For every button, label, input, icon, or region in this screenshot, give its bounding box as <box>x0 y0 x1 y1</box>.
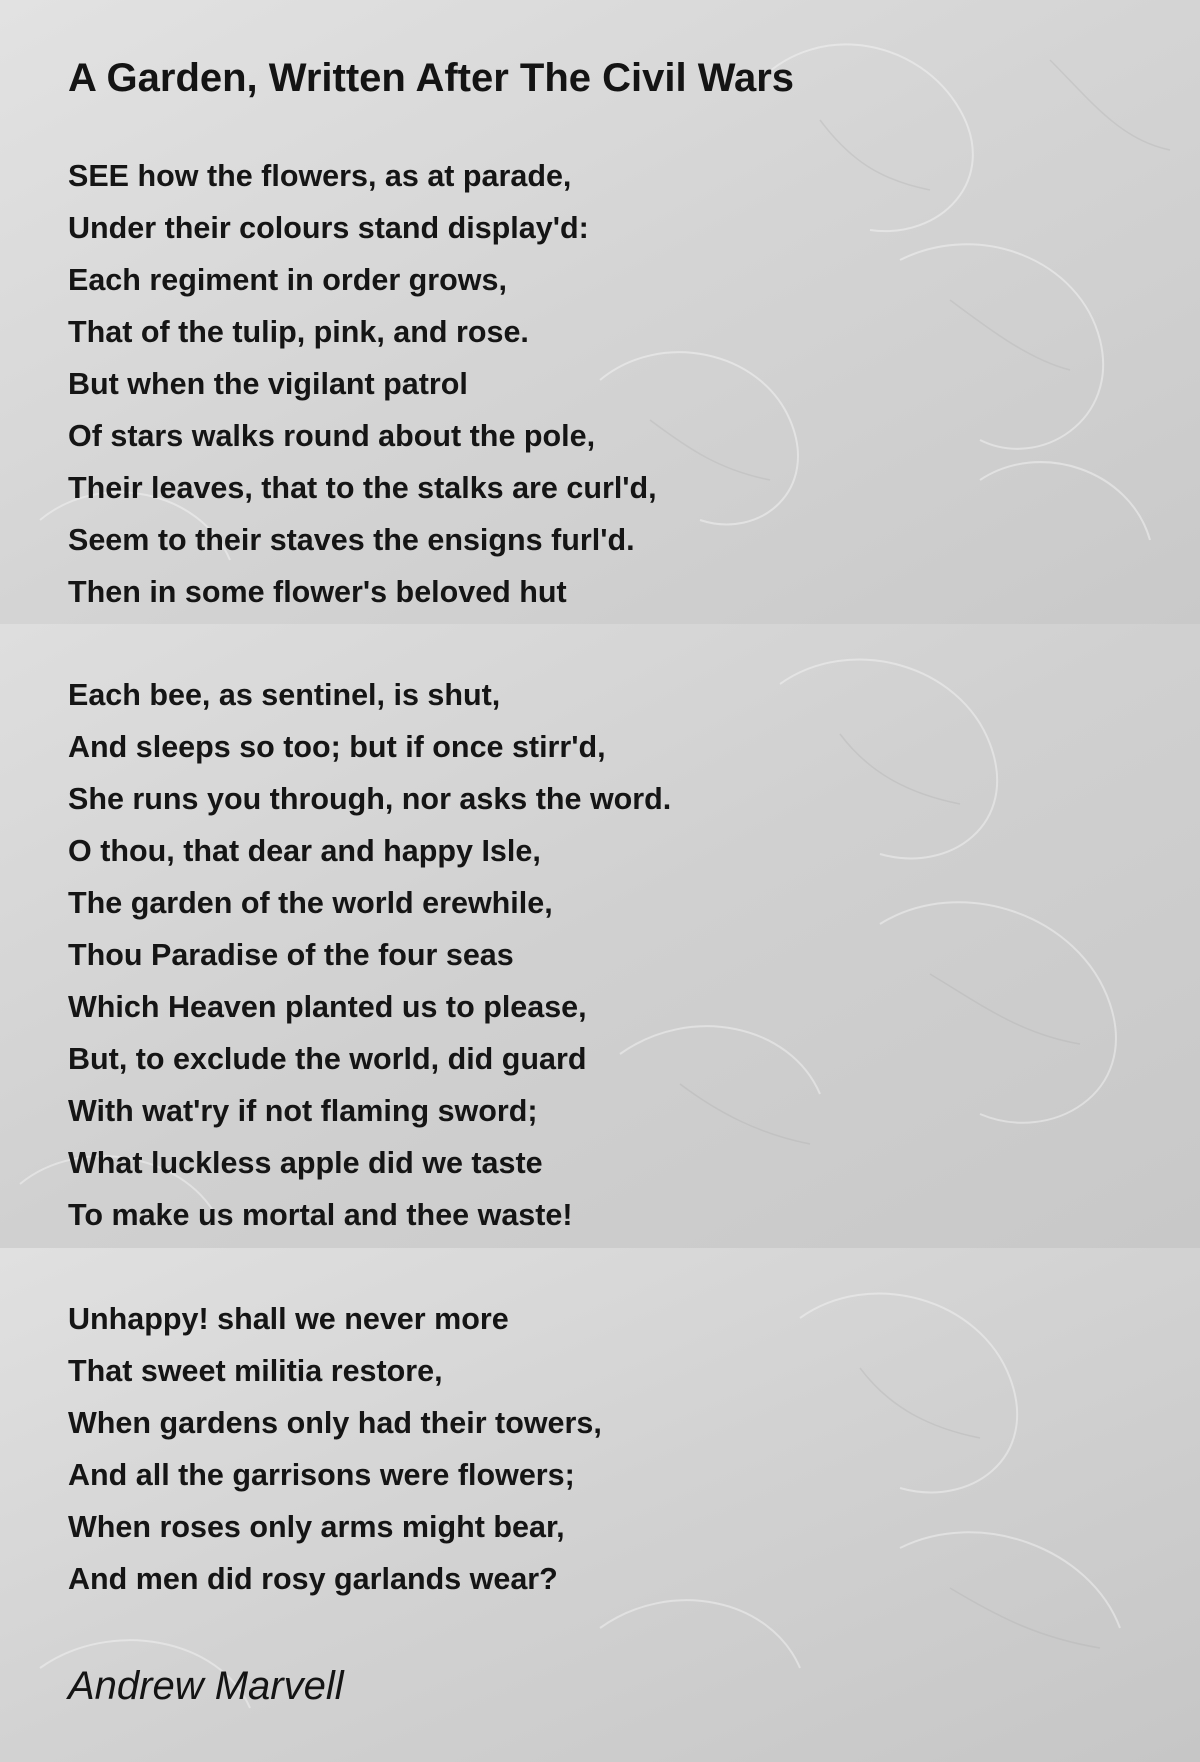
poem-line: SEE how the flowers, as at parade, <box>68 159 572 193</box>
poem-line: That of the tulip, pink, and rose. <box>68 315 529 349</box>
poem-line: And sleeps so too; but if once stirr'd, <box>68 730 606 764</box>
poem-line: But, to exclude the world, did guard <box>68 1042 587 1076</box>
stanza-1 <box>68 150 657 618</box>
poem-line: When roses only arms might bear, <box>68 1510 565 1544</box>
stanza-3 <box>68 1293 602 1605</box>
poem-line: The garden of the world erewhile, <box>68 886 553 920</box>
poem-line: To make us mortal and thee waste! <box>68 1198 573 1232</box>
poem-line: And all the garrisons were flowers; <box>68 1458 575 1492</box>
stanza-2 <box>68 669 671 1241</box>
poem-line: She runs you through, nor asks the word. <box>68 782 672 816</box>
poem-line: Then in some flower's beloved hut <box>68 575 567 609</box>
poem-line: That sweet militia restore, <box>68 1354 443 1388</box>
poem-line: Each bee, as sentinel, is shut, <box>68 678 501 712</box>
poem-line: Each regiment in order grows, <box>68 263 507 297</box>
poem-line: Their leaves, that to the stalks are curl'd, <box>68 471 657 505</box>
poem-line: And men did rosy garlands wear? <box>68 1562 558 1596</box>
poem-line: But when the vigilant patrol <box>68 367 468 401</box>
poem-line: Under their colours stand display'd: <box>68 211 589 245</box>
poem-author: Andrew Marvell <box>68 1664 344 1708</box>
poem-line: Of stars walks round about the pole, <box>68 419 596 453</box>
poem-line: What luckless apple did we taste <box>68 1146 543 1180</box>
poem-line: O thou, that dear and happy Isle, <box>68 834 541 868</box>
poem-line: Unhappy! shall we never more <box>68 1302 509 1336</box>
poem-line: Seem to their staves the ensigns furl'd. <box>68 523 635 557</box>
poem-line: Which Heaven planted us to please, <box>68 990 587 1024</box>
poem-line: With wat'ry if not flaming sword; <box>68 1094 538 1128</box>
poem-title: A Garden, Written After The Civil Wars <box>68 56 795 100</box>
poem-line: When gardens only had their towers, <box>68 1406 602 1440</box>
poem-line: Thou Paradise of the four seas <box>68 938 514 972</box>
